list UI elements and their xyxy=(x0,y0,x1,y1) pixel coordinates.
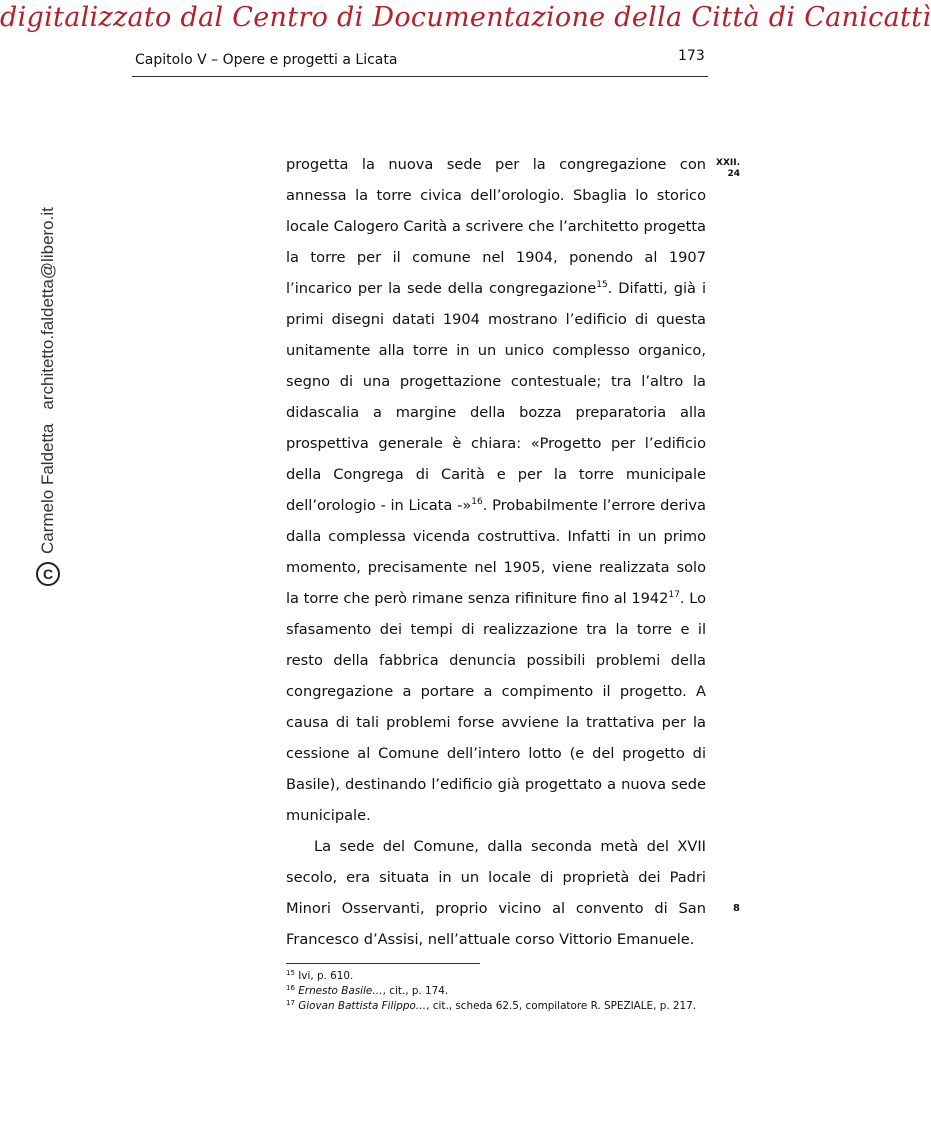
footnote-15 xyxy=(286,969,706,984)
paragraph-1 xyxy=(286,149,706,831)
author-email: architetto.faldetta@libero.it xyxy=(38,207,57,410)
footnote-number: 17 xyxy=(286,999,295,1007)
footnote-ref-16: 16 xyxy=(471,497,483,507)
paragraph-1-part-a: progetta la nuova sede per la congregazione con annessa la torre civica dell’orologio. Sbaglia lo storico locale Calogero Carità a scrivere che l’architetto progetta la torre per il comune nel 1904, ponendo al 1907 l’incarico per la sede della congregazione xyxy=(286,156,706,297)
margin-reference-bottom: 8 xyxy=(733,903,740,914)
paragraph-1-part-d: . Lo sfasamento dei tempi di realizzazione tra la torre e il resto della fabbrica denuncia possibili problemi della congregazione a portare a compimento il progetto. A causa di tali problemi forse avviene la trattativa per la cessione al Comune dell’intero lotto (e del progetto di Basile), destinando l’edificio già progettato a nuova sede municipale. xyxy=(286,590,707,824)
footnote-number: 15 xyxy=(286,969,295,977)
margin-ref-line1: XXII. xyxy=(716,158,740,168)
copyright-icon: C xyxy=(36,562,60,586)
margin-ref-line2: 24 xyxy=(727,169,740,179)
author-name: Carmelo Faldetta xyxy=(38,423,57,554)
footnote-title: Giovan Battista Filippo… xyxy=(298,1000,427,1012)
running-head: Capitolo V – Opere e progetti a Licata xyxy=(135,52,398,68)
footnote-rule xyxy=(286,963,480,964)
margin-reference-top xyxy=(710,158,740,180)
paragraph-1-part-c: . Probabilmente l’errore deriva dalla complessa vicenda costruttiva. Infatti in un primo momento, precisamente nel 1905, viene realizzata solo la torre che però rimane senza rifiniture fino al 1942 xyxy=(286,497,706,607)
footnote-number: 16 xyxy=(286,984,295,992)
footnote-ref-17: 17 xyxy=(668,590,680,600)
footnote-ref-15: 15 xyxy=(596,280,608,290)
footnote-17 xyxy=(286,999,706,1014)
side-credit xyxy=(36,207,60,586)
paragraph-1-part-b: . Difatti, già i primi disegni datati 1904 mostrano l’edificio di questa unitamente alla torre in un unico complesso organico, segno di una progettazione contestuale; tra l’altro la didascalia a margine della bozza preparatoria alla prospettiva generale è chiara: «Progetto per l’edificio della Congrega di Carità e per la torre municipale dell’orologio - in Licata -» xyxy=(286,280,706,514)
footnote-title: Ernesto Basile… xyxy=(298,985,383,997)
footnote-text: , cit., scheda 62.5, compilatore R. SPEZIALE, p. 217. xyxy=(426,1000,697,1012)
body-text xyxy=(286,149,706,955)
header-rule xyxy=(132,76,708,77)
footnotes xyxy=(286,969,706,1014)
footnote-text: Ivi, p. 610. xyxy=(298,970,354,982)
page-number: 173 xyxy=(678,48,705,64)
digitization-watermark: digitalizzato dal Centro di Documentazione della Città di Canicattì xyxy=(0,2,931,33)
paragraph-2: La sede del Comune, dalla seconda metà del XVII secolo, era situata in un locale di proprietà dei Padri Minori Osservanti, proprio vicino al convento di San Francesco d’Assisi, nell’attuale corso Vittorio Emanuele. xyxy=(286,838,706,948)
footnote-16 xyxy=(286,984,706,999)
footnote-text: , cit., p. 174. xyxy=(382,985,449,997)
